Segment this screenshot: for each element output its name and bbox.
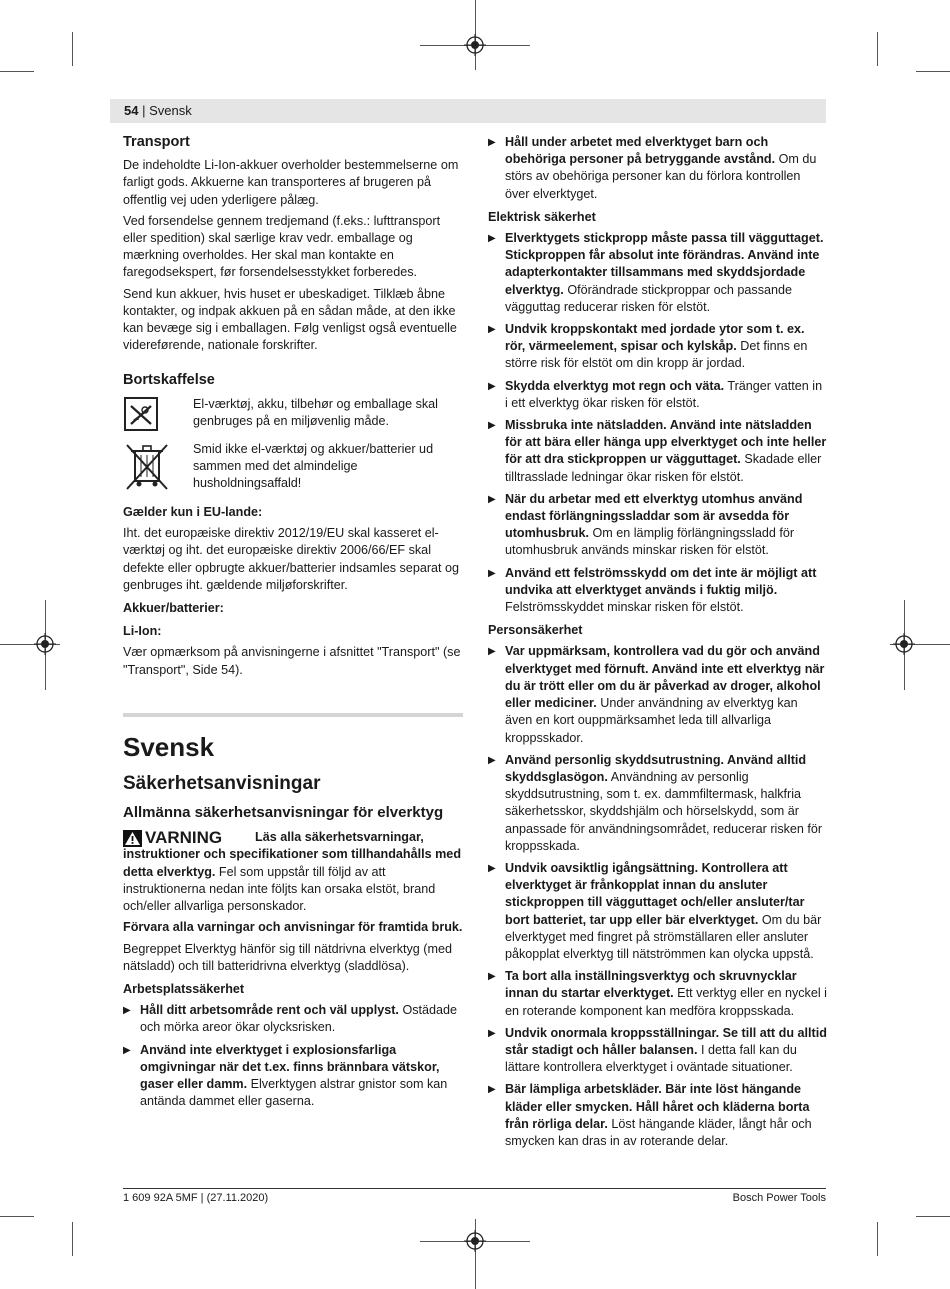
bullet-bold: Elverktygets stickpropp måste passa till vägguttaget. Stickproppen får absolut inte förändras. Använd inte adapterkontakter tillsammans med skyddsjordade elverktyg. xyxy=(505,231,824,297)
transport-paragraph: Send kun akkuer, hvis huset er ubeskadiget. Tilklæb åbne kontakter, og indpak akkuen på en sådan måde, at den ikke kan bevæge sig i emballagen. Følg venligst også eventuelle videreførende, nationale forskrifter. xyxy=(123,286,457,353)
crop-mark xyxy=(72,32,73,66)
bullet-arrow-icon: ▶ xyxy=(123,1005,131,1017)
bullet-text: Användning av personlig skyddsutrustning, som t. ex. dammfiltermask, halkfria säkerhetsskor, skyddshjälm och hörselskydd, som är anpassade för användningsområdet, reducerar risken för kroppsskada. xyxy=(505,769,823,853)
bullet-bold: Håll under arbetet med elverktyget barn och obehöriga personer på betryggande avstånd. xyxy=(505,135,776,167)
electrical-list xyxy=(488,230,828,616)
bullet-bold: Undvik kroppskontakt med jordade ytor som t. ex. rör, värmeelement, spisar och kylskåp. xyxy=(505,322,805,354)
safety-bullet xyxy=(488,1081,828,1150)
bullet-arrow-icon: ▶ xyxy=(488,567,496,579)
bullet-arrow-icon: ▶ xyxy=(488,420,496,432)
bullet-bold: Undvik onormala kroppsställningar. Se till att du alltid står stadigt och håller balansen. xyxy=(505,1025,827,1057)
bullet-arrow-icon: ▶ xyxy=(488,380,496,392)
bullet-arrow-icon: ▶ xyxy=(123,1044,131,1056)
crop-mark xyxy=(0,71,34,72)
safety-bullet xyxy=(488,491,828,560)
liion-heading: Li-Ion: xyxy=(123,624,162,639)
bullet-arrow-icon: ▶ xyxy=(488,971,496,983)
warning-block xyxy=(123,829,463,915)
bullet-text: Om du störs av obehöriga personer kan du förlora kontrollen över elverktyget. xyxy=(505,152,817,201)
section-divider xyxy=(123,713,463,717)
bullet-arrow-icon: ▶ xyxy=(488,754,496,766)
crop-mark xyxy=(72,1222,73,1256)
registration-mark-icon xyxy=(34,633,56,655)
transport-paragraph: De indeholdte Li-Ion-akkuer overholder bestemmelserne om farligt gods. Akkuerne kan transporteres af brugeren på offentlig vej uden yderligere pålæg. xyxy=(123,158,459,207)
safety-bullet xyxy=(488,134,828,203)
eu-paragraph: Iht. det europæiske direktiv 2012/19/EU skal kasseret el-værktøj og iht. det europæiske direktiv 2006/66/EF skal defekte eller opbrugte akkuer/batterier indsamles separat og genbruges iht. gældende miljøforskrifter. xyxy=(123,526,460,592)
bullet-bold: Var uppmärksam, kontrollera vad du gör och använd elverktyget med förnuft. Använd inte ett elverktyg när du är trött eller om du är påverkad av droger, alkohol eller mediciner. xyxy=(505,644,825,711)
crop-mark xyxy=(916,1216,950,1217)
bullet-arrow-icon: ▶ xyxy=(488,1084,496,1096)
bullet-arrow-icon: ▶ xyxy=(488,233,496,245)
keep-instructions: Förvara alla varningar och anvisningar för framtida bruk. xyxy=(123,920,463,935)
footer-doc-id: 1 609 92A 5MF | (27.11.2020) xyxy=(123,1192,269,1204)
right-column xyxy=(488,134,828,1155)
disposal-text: Smid ikke el-værktøj og akkuer/batterier ud sammen med det almindelige husholdningsaffald! xyxy=(193,441,434,491)
bullet-text: Om en lämplig förlängningssladd för utomhusbruk används minskar risken för elstöt. xyxy=(505,526,795,558)
crossed-bin-icon xyxy=(123,441,193,498)
bullet-text: Om du bär elverktyget med fingret på strömställaren eller ansluter påkopplat elverktyg till nätströmmen kan olycka uppstå. xyxy=(505,912,822,961)
left-column xyxy=(123,134,463,1115)
crop-mark xyxy=(877,1222,878,1256)
registration-mark-icon xyxy=(464,1230,486,1252)
safety-bullet xyxy=(488,230,828,316)
safety-bullet xyxy=(123,1002,463,1036)
bullet-bold: Skydda elverktyg mot regn och väta. xyxy=(505,378,725,393)
bullet-arrow-icon: ▶ xyxy=(488,493,496,505)
bullet-text: Skadade eller tilltrasslade ledningar ökar risken för elstöt. xyxy=(505,452,822,484)
personal-heading: Personsäkerhet xyxy=(488,623,583,638)
safety-bullet xyxy=(488,321,828,373)
bullet-text: Ett verktyg eller en nyckel i en roterande komponent kan medföra kroppsskada. xyxy=(505,986,827,1018)
personal-list xyxy=(488,643,828,1150)
general-safety-title: Allmänna säkerhetsanvisningar för elverktyg xyxy=(123,804,444,822)
disposal-text: El-værktøj, akku, tilbehør og emballage skal genbruges på en miljøvenlig måde. xyxy=(193,396,438,428)
electrical-heading: Elektrisk säkerhet xyxy=(488,209,596,224)
safety-bullet xyxy=(488,1025,828,1077)
disposal-heading: Bortskaffelse xyxy=(123,372,215,389)
recycle-box-icon xyxy=(123,396,193,437)
disposal-item xyxy=(123,396,463,437)
language-title: Svensk xyxy=(123,731,215,762)
warning-badge xyxy=(123,829,255,847)
safety-bullet xyxy=(488,417,828,486)
crop-mark xyxy=(0,1216,34,1217)
bullet-text: Felströmsskyddet minskar risken för elstöt. xyxy=(505,600,744,615)
registration-mark-icon xyxy=(464,34,486,56)
page-number-label: 54 | Svensk xyxy=(124,103,192,118)
bullet-bold: Bär lämpliga arbetskläder. Bär inte löst hängande kläder eller smycken. Håll håret och kläderna borta från rörliga delar. xyxy=(505,1082,810,1131)
bullet-arrow-icon: ▶ xyxy=(488,1027,496,1039)
warning-label: VARNING xyxy=(145,828,223,848)
safety-bullet xyxy=(488,860,828,963)
workplace-heading: Arbetsplatssäkerhet xyxy=(123,981,245,996)
registration-mark-icon xyxy=(893,633,915,655)
page-number: 54 xyxy=(124,103,139,118)
bullet-bold: Håll ditt arbetsområde rent och väl upplyst. xyxy=(140,1003,399,1018)
crop-mark xyxy=(877,32,878,66)
footer-brand: Bosch Power Tools xyxy=(732,1192,826,1204)
footer-rule xyxy=(123,1188,826,1189)
bullet-text: Elverktygen alstrar gnistor som kan antända dammet eller gaserna. xyxy=(140,1076,448,1109)
transport-heading: Transport xyxy=(123,134,190,150)
batteries-heading: Akkuer/batterier: xyxy=(123,601,224,616)
bullet-text: Det finns en större risk för elstöt om din kropp är jordad. xyxy=(505,339,808,371)
warning-bold-text: Läs alla säkerhetsvarningar, instruktioner och specifikationer som tillhandahålls med detta elverktyg. xyxy=(123,830,462,879)
crop-mark xyxy=(916,71,950,72)
safety-bullet xyxy=(488,378,828,412)
bullet-bold: Ta bort alla inställningsverktyg och skruvnycklar innan du startar elverktyget. xyxy=(505,969,797,1001)
bullet-arrow-icon: ▶ xyxy=(488,137,496,148)
warning-triangle-icon xyxy=(123,830,142,847)
bullet-text: Ostädade och mörka areor ökar olycksrisken. xyxy=(140,1003,458,1035)
bullet-bold: Använd personlig skyddsutrustning. Använd alltid skyddsglasögon. xyxy=(505,752,807,784)
bullet-text: Oförändrade stickproppar och passande vägguttag reducerar risken för elstöt. xyxy=(505,282,793,314)
bullet-arrow-icon: ▶ xyxy=(488,646,496,658)
bullet-text: I detta fall kan du lättare kontrollera elverktyget i oväntade situationer. xyxy=(505,1042,797,1075)
disposal-item xyxy=(123,441,463,498)
safety-bullet xyxy=(488,565,828,617)
bullet-bold: Undvik oavsiktlig igångsättning. Kontrollera att elverktyget är frånkopplat innan du ansluter stickproppen till vägguttaget och/eller ansluter/tar bort batteriet, tar upp eller bär elverktyget. xyxy=(505,860,805,927)
safety-title: Säkerhetsanvisningar xyxy=(123,772,321,794)
term-paragraph: Begreppet Elverktyg hänför sig till nätdrivna elverktyg (med nätsladd) och till batteridrivna elverktyg (sladdlösa). xyxy=(123,941,452,973)
bullet-bold: Använd inte elverktyget i explosionsfarliga omgivningar när det t.ex. finns brännbara vätskor, gaser eller damm. xyxy=(140,1042,440,1091)
safety-bullet xyxy=(488,968,828,1020)
bullet-bold: När du arbetar med ett elverktyg utomhus använd endast förlängningssladdar som är avsedda för utomhusbruk. xyxy=(505,491,803,541)
bullet-bold: Använd ett felströmsskydd om det inte är möjligt att undvika att elverktyget används i fuktig miljö. xyxy=(505,565,817,597)
bullet-text: Under användning av elverktyg kan även en kort ouppmärksamhet leda till allvarliga kroppsskador. xyxy=(505,696,798,745)
safety-bullet xyxy=(488,643,828,746)
eu-heading: Gælder kun i EU-lande: xyxy=(123,505,263,520)
header-language: Svensk xyxy=(149,103,192,118)
bullet-arrow-icon: ▶ xyxy=(488,862,496,874)
bullet-text: Tränger vatten in i ett elverktyg ökar risken för elstöt. xyxy=(505,378,823,410)
transport-paragraph: Ved forsendelse gennem tredjemand (f.eks.: lufttransport eller spedition) skal særlige krav vedr. emballage og mærkning overholdes. Her skal man kontakte en faregodsekspert, før forsendelsesstykket forberedes. xyxy=(123,213,441,280)
safety-bullet xyxy=(123,1042,463,1111)
bullet-text: Löst hängande kläder, långt hår och smycken kan dras in av roterande delar. xyxy=(505,1116,812,1148)
bullet-arrow-icon: ▶ xyxy=(488,324,496,336)
liion-paragraph: Vær opmærksom på anvisningerne i afsnittet "Transport" (se "Transport", Side 54). xyxy=(123,645,461,677)
warning-text: Fel som uppstår till följd av att instruktionerna nedan inte följts kan orsaka elstöt, brand och/eller allvarliga personskador. xyxy=(123,864,436,914)
page-header xyxy=(110,99,826,123)
bullet-bold: Missbruka inte nätsladden. Använd inte nätsladden för att bära eller hänga upp elverktyget och inte heller för att dra stickproppen ur vägguttaget. xyxy=(505,418,827,467)
safety-bullet xyxy=(488,752,828,855)
